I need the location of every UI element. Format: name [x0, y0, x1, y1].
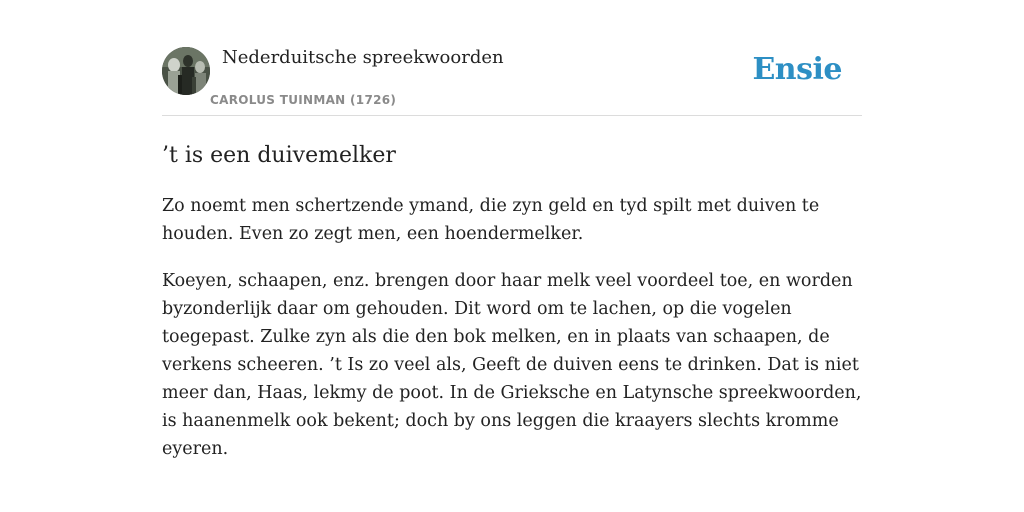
- book-title[interactable]: Nederduitsche spreekwoorden: [222, 47, 504, 68]
- author-portrait-icon: [162, 47, 210, 95]
- page-header: [162, 46, 862, 116]
- author-avatar[interactable]: [162, 47, 210, 95]
- entry-paragraph: Zo noemt men schertzende ymand, die zyn geld en tyd spilt met duiven te houden. Even zo zegt men, een hoendermelker.: [162, 196, 820, 244]
- entry-title: ’t is een duivemelker: [162, 143, 396, 168]
- author-name[interactable]: CAROLUS TUINMAN (1726): [210, 93, 397, 107]
- entry-paragraph: Koeyen, schaapen, enz. brengen door haar melk veel voordeel toe, en worden byzonderlijk daar om gehouden. Dit word om te lachen, op die vogelen toegepast. Zulke zyn als die den bok melken, en in plaats van schaapen, de verkens scheeren. ’t Is zo veel als, Geeft de duiven eens te drinken. Dat is niet meer dan, Haas, lekmy de poot. In de Grieksche en Latynsche spreekwoorden, is haanenmelk ook bekent; doch by ons leggen die kraayers slechts kromme eyeren.: [162, 271, 862, 459]
- entry-body: [162, 192, 862, 482]
- page-container: [162, 46, 862, 459]
- brand-logo[interactable]: Ensie: [752, 52, 842, 87]
